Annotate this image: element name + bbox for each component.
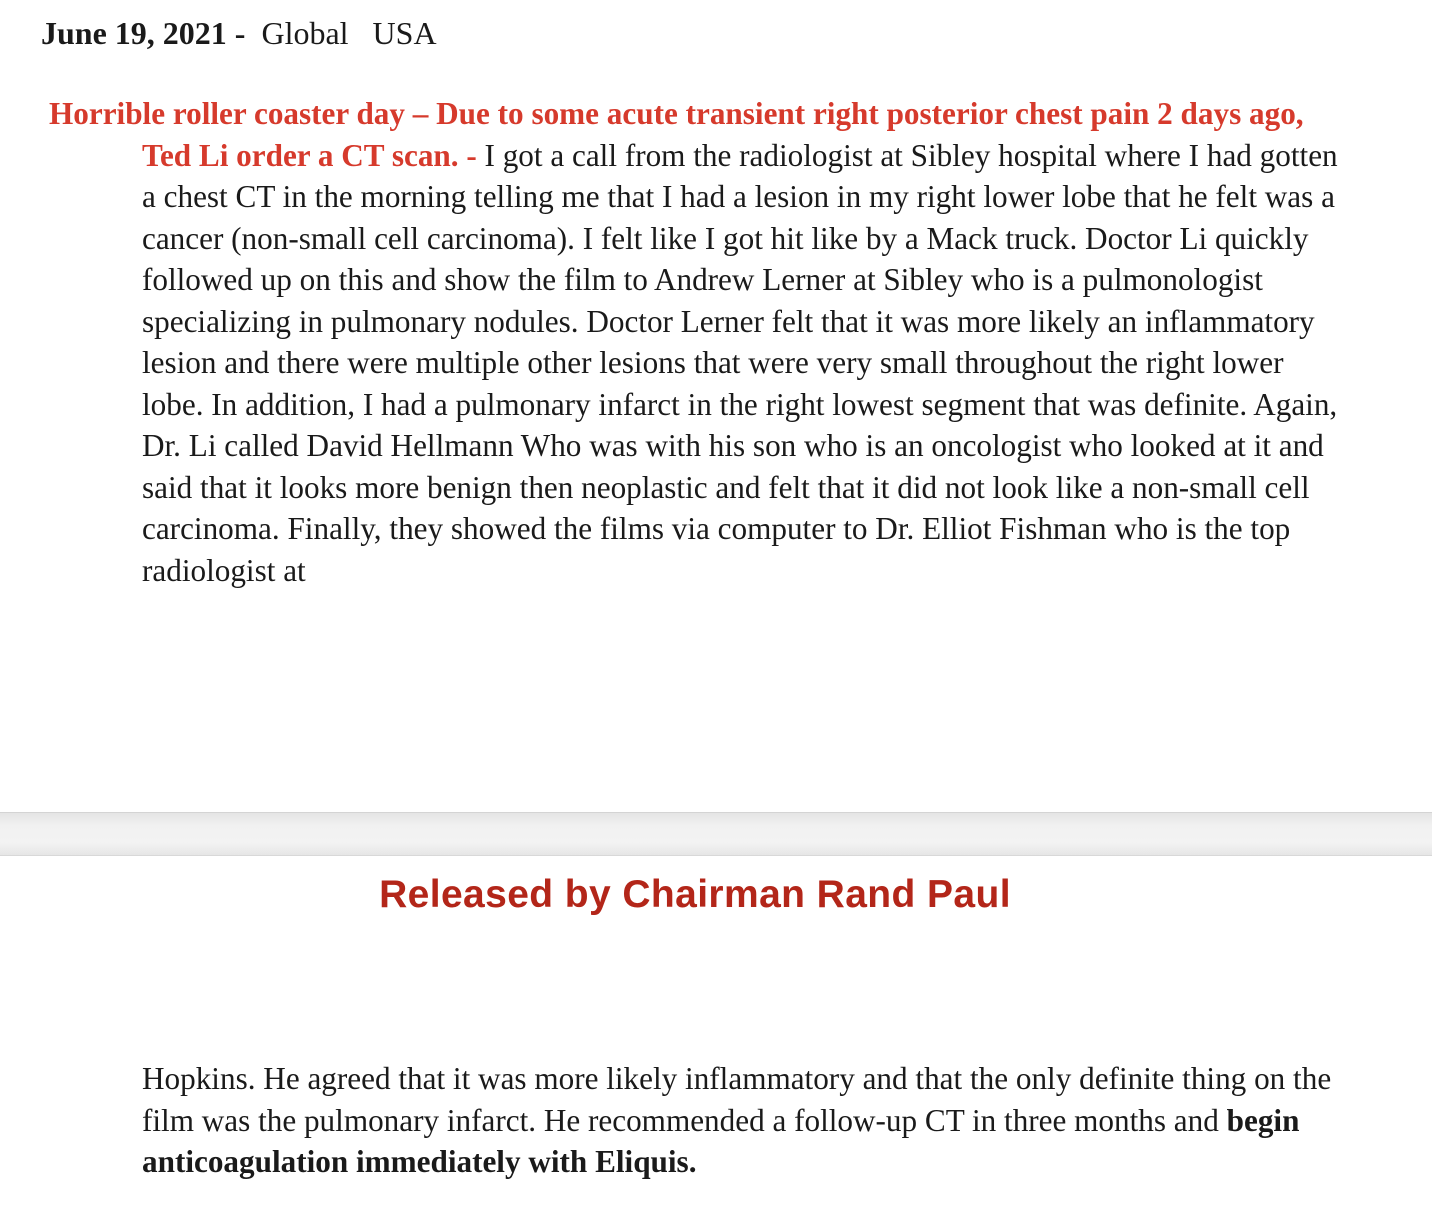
continuation-text: Hopkins. He agreed that it was more likely inflammatory and that the only definite thing on the film was the pulmonary infarct. He recommended a follow-up CT in three months and (142, 1061, 1332, 1138)
location-global: Global (261, 15, 349, 51)
dateline (41, 12, 437, 54)
entry-headline: Horrible roller coaster day – Due to some acute transient right posterior chest pain 2 days ago, Ted Li order a CT scan. - (49, 96, 1304, 173)
page-break-divider (0, 812, 1432, 856)
journal-entry (49, 93, 1352, 591)
entry-date: June 19, 2021 - (41, 15, 246, 51)
release-stamp: Released by Chairman Rand Paul (379, 873, 1011, 916)
continuation-bold-text: begin anticoagulation immediately with Eliquis. (142, 1102, 1300, 1179)
location-usa: USA (372, 15, 437, 51)
entry-body: I got a call from the radiologist at Sibley hospital where I had gotten a chest CT in the morning telling me that I had a lesion in my right lower lobe that he felt was a cancer (non-small cell carcinoma). I felt like I got hit like by a Mack truck. Doctor Li quickly followed up on this and show the film to Andrew Lerner at Sibley who is a pulmonologist specializing in pulmonary nodules. Doctor Lerner felt that it was more likely an inflammatory lesion and there were multiple other lesions that were very small throughout the right lower lobe. In addition, I had a pulmonary infarct in the right lowest segment that was definite. Again, Dr. Li called David Hellmann Who was with his son who is an oncologist who looked at it and said that it looks more benign then neoplastic and felt that it did not look like a non-small cell carcinoma. Finally, they showed the films via computer to Dr. Elliot Fishman who is the top radiologist at (142, 137, 1338, 588)
entry-continuation (142, 1058, 1352, 1183)
